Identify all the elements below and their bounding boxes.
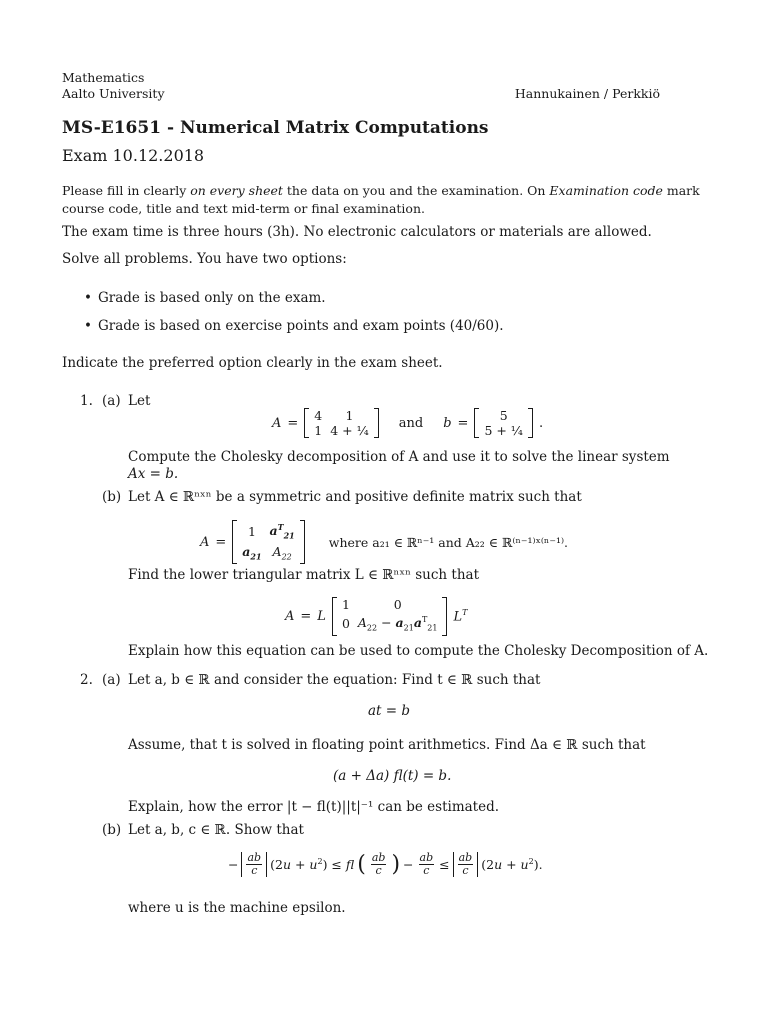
matrix-cell: 4 <box>314 408 323 423</box>
math-symbol: . <box>538 415 544 431</box>
indicate-option-text: Indicate the preferred option clearly in the exam sheet. <box>62 355 443 371</box>
instruction-text: the data on you and the examination. On <box>282 183 550 198</box>
math-symbol: A <box>285 608 295 624</box>
instruction-emphasis: on every sheet <box>190 183 283 198</box>
fraction: $\frac{ab}{c}$ <box>247 851 262 877</box>
vector-b <box>474 408 533 438</box>
matrix-cell: $a_{21}$ <box>242 543 262 562</box>
authors: Hannukainen / Perkkiö <box>514 86 660 101</box>
math-symbol: L <box>317 608 326 624</box>
problem-1a-label: (a) <box>102 393 121 409</box>
problem-2a-explain: Explain, how the error |t − fl(t)||t|⁻¹ can be estimated. <box>128 799 500 815</box>
math-symbol: = <box>300 608 312 624</box>
inequality-equation <box>228 852 543 877</box>
matrix-cell: 0 <box>341 616 350 632</box>
problem-2a-text: Let a, b ∈ ℝ and consider the equation: Find t ∈ ℝ such that <box>128 672 541 688</box>
problem-1b-explain: Explain how this equation can be used to compute the Cholesky Decomposition of A. <box>128 643 709 659</box>
matrix-cell: 4 + ¼ <box>330 423 369 438</box>
math-symbol: = <box>215 534 227 550</box>
math-symbol: = <box>287 415 299 431</box>
ldl-matrix <box>332 597 448 636</box>
problem-2b-where: where u is the machine epsilon. <box>128 900 346 916</box>
bullet-item <box>84 290 326 306</box>
abs-value <box>453 852 479 877</box>
equation-at-b: at = b <box>368 703 411 719</box>
matrix-cell: 1 <box>341 597 350 612</box>
exam-date: Exam 10.12.2018 <box>62 146 205 165</box>
matrix-cell: $A_{22} - a_{21}a^T_{21}$ <box>357 615 438 633</box>
vector-cell: 5 <box>499 408 508 423</box>
fraction: $\frac{ab}{c}$ <box>458 851 473 877</box>
matrix-cell: $a^T_{21}$ <box>269 522 295 541</box>
where-text: where a₂₁ ∈ ℝⁿ⁻¹ and A₂₂ ∈ ℝ⁽ⁿ⁻¹⁾ˣ⁽ⁿ⁻¹⁾. <box>328 534 568 550</box>
fraction: $\frac{ab}{c}$ <box>419 851 434 877</box>
fraction: ab c <box>371 851 386 877</box>
math-symbol: ≤ <box>439 857 450 872</box>
course-title: MS-E1651 - Numerical Matrix Computations <box>62 118 489 138</box>
matrix-equation-A-b <box>272 408 543 438</box>
math-symbol: = <box>457 415 469 431</box>
math-symbol: ) <box>391 851 401 877</box>
matrix-cell: 1 <box>314 423 323 438</box>
math-symbol: A <box>200 534 210 550</box>
bullet-item <box>84 318 504 334</box>
problem-2-number: 2. <box>80 672 93 688</box>
problem-2a-label: (a) <box>102 672 121 688</box>
problem-2b-text: Let a, b, c ∈ ℝ. Show that <box>128 822 304 838</box>
ldl-equation <box>285 597 467 636</box>
matrix-cell: $A_{22}$ <box>272 543 292 562</box>
bullet-text: Grade is based only on the exam. <box>98 290 326 306</box>
problem-1b-text: Let A ∈ ℝⁿˣⁿ be a symmetric and positive definite matrix such that <box>128 489 582 505</box>
abs-value <box>241 852 267 877</box>
problem-1a-text-2: Ax = b. <box>128 466 179 482</box>
instruction-text: mark <box>662 183 700 198</box>
matrix-cell: 0 <box>393 597 402 612</box>
problem-1a-text-1: Compute the Cholesky decomposition of A and use it to solve the linear system <box>128 449 670 465</box>
bullet-icon: • <box>84 318 92 334</box>
problem-1b-label: (b) <box>102 489 122 505</box>
matrix-cell: 1 <box>345 408 354 423</box>
matrix-A <box>304 408 378 438</box>
bullet-text: Grade is based on exercise points and exam points (40/60). <box>98 318 504 334</box>
instruction-line-1 <box>62 183 700 198</box>
math-symbol: ( <box>357 851 366 877</box>
math-symbol: b <box>443 415 452 431</box>
problem-2a-assume: Assume, that t is solved in floating point arithmetics. Find Δa ∈ ℝ such that <box>128 737 646 753</box>
bullet-icon: • <box>84 290 92 306</box>
equation-perturbed: (a + Δa) fl(t) = b. <box>333 768 452 784</box>
instruction-emphasis: Examination code <box>549 183 663 198</box>
math-symbol: − <box>403 857 414 872</box>
block-matrix <box>232 520 304 564</box>
instruction-text: Please fill in clearly <box>62 183 191 198</box>
math-symbol: $L^T$ <box>453 608 468 625</box>
problem-1b-find: Find the lower triangular matrix L ∈ ℝⁿˣⁿ such that <box>128 567 479 583</box>
math-symbol: $(2u + u^2)$. <box>481 856 543 873</box>
and-text: and <box>398 415 424 431</box>
problem-1a-let: Let <box>128 393 151 409</box>
department: Mathematics <box>62 70 145 85</box>
block-matrix-A <box>200 520 568 564</box>
problem-1-number: 1. <box>80 393 93 409</box>
math-symbol: A <box>272 415 282 431</box>
matrix-cell: 1 <box>247 524 256 540</box>
exam-time-text: The exam time is three hours (3h). No electronic calculators or materials are allowed. <box>62 224 652 240</box>
math-symbol: $(2u + u^2)$ ≤ fl <box>270 856 355 873</box>
instruction-line-2: course code, title and text mid-term or final examination. <box>62 201 425 216</box>
solve-all-text: Solve all problems. You have two options: <box>62 251 347 267</box>
vector-cell: 5 + ¼ <box>484 423 523 438</box>
university: Aalto University <box>62 86 165 101</box>
problem-2b-label: (b) <box>102 822 122 838</box>
math-symbol: − <box>228 857 239 872</box>
